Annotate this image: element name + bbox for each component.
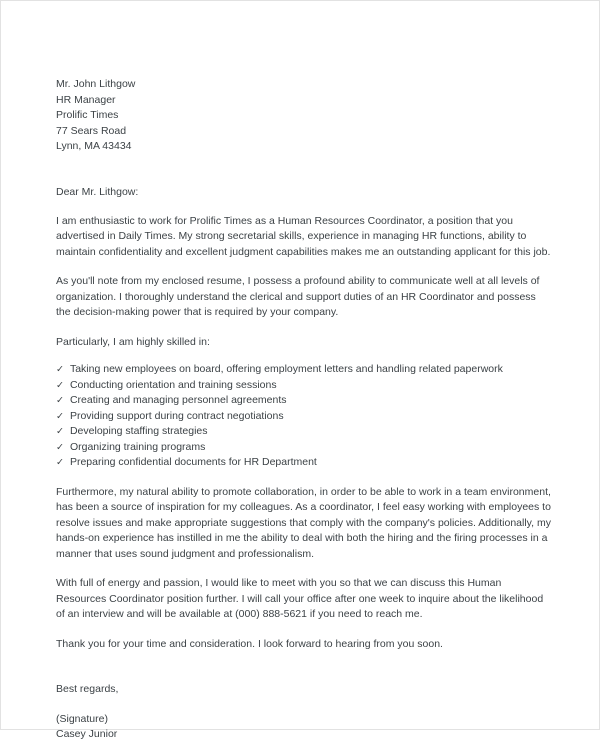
intro-paragraph: I am enthusiastic to work for Prolific Times as a Human Resources Coordinator, a position that you advertised in Daily Times. My strong secretarial skills, experience in managing HR functions, ability to maintain confidentiality and excellent judgment capabilities makes me an outstanding applicant for this job.	[56, 214, 551, 258]
sender-name: Casey Junior	[56, 728, 118, 740]
check-icon: ✓	[56, 457, 64, 468]
skill-label: Developing staffing strategies	[69, 425, 208, 437]
signoff-regards: Best regards,	[56, 683, 119, 695]
check-icon: ✓	[56, 395, 64, 406]
salutation: Dear Mr. Lithgow:	[56, 185, 139, 198]
check-icon: ✓	[56, 410, 64, 422]
check-icon: ✓	[56, 379, 64, 391]
skills-intro-paragraph: Particularly, I am highly skilled in:	[56, 335, 210, 348]
list-item	[56, 409, 552, 425]
list-item	[56, 393, 552, 409]
list-item	[56, 362, 552, 378]
skill-label: Conducting orientation and training sessions	[69, 378, 277, 391]
signoff-block	[56, 682, 552, 743]
check-icon: ✓	[56, 426, 64, 437]
skill-label: Organizing training programs	[69, 440, 206, 453]
qualifications-paragraph: As you'll note from my enclosed resume, I possess a profound ability to communicate well at all levels of organization. I thoroughly understand the clerical and support duties of an HR Coordinator and possess the decision-making power that is required by your company.	[56, 275, 540, 318]
skill-label: Taking new employees on board, offering employment letters and handling related paperwork	[69, 363, 503, 375]
list-item	[56, 378, 552, 394]
recipient-title: HR Manager	[56, 93, 116, 106]
skill-label: Providing support during contract negotiations	[69, 409, 284, 422]
signature-placeholder: (Signature)	[56, 712, 108, 725]
skills-list	[56, 362, 552, 471]
skill-label: Preparing confidential documents for HR Department	[69, 456, 317, 468]
call-to-action-paragraph: With full of energy and passion, I would like to meet with you so that we can discuss this Human Resources Coordinator position further. I will call your office after one week to inquire about the likelihood of an interview and will be available at (000) 888-5621 if you need to reach me.	[56, 577, 544, 620]
skill-label: Creating and managing personnel agreements	[69, 394, 287, 406]
check-icon: ✓	[56, 364, 64, 375]
cover-letter-body	[56, 77, 552, 743]
check-icon: ✓	[56, 441, 64, 453]
list-item	[56, 440, 552, 456]
list-item	[56, 424, 552, 440]
collaboration-paragraph: Furthermore, my natural ability to promote collaboration, in order to be able to work in a team environment, has been a source of inspiration for my colleagues. As a coordinator, I feel easy working with employees to resolve issues and make appropriate suggestions that comply with the company's policies. Additionally, my hands-on experience has instilled in me the ability to deal with both the hiring and the firing processes in a manner that uses sound judgment and professionalism.	[56, 485, 551, 560]
recipient-company: Prolific Times	[56, 109, 119, 121]
recipient-address-block	[56, 77, 552, 155]
recipient-street: 77 Sears Road	[56, 124, 127, 137]
recipient-name: Mr. John Lithgow	[56, 78, 136, 90]
thank-you-paragraph: Thank you for your time and consideration. I look forward to hearing from you soon.	[56, 637, 443, 650]
recipient-city-state-zip: Lynn, MA 43434	[56, 140, 132, 152]
list-item	[56, 455, 552, 471]
